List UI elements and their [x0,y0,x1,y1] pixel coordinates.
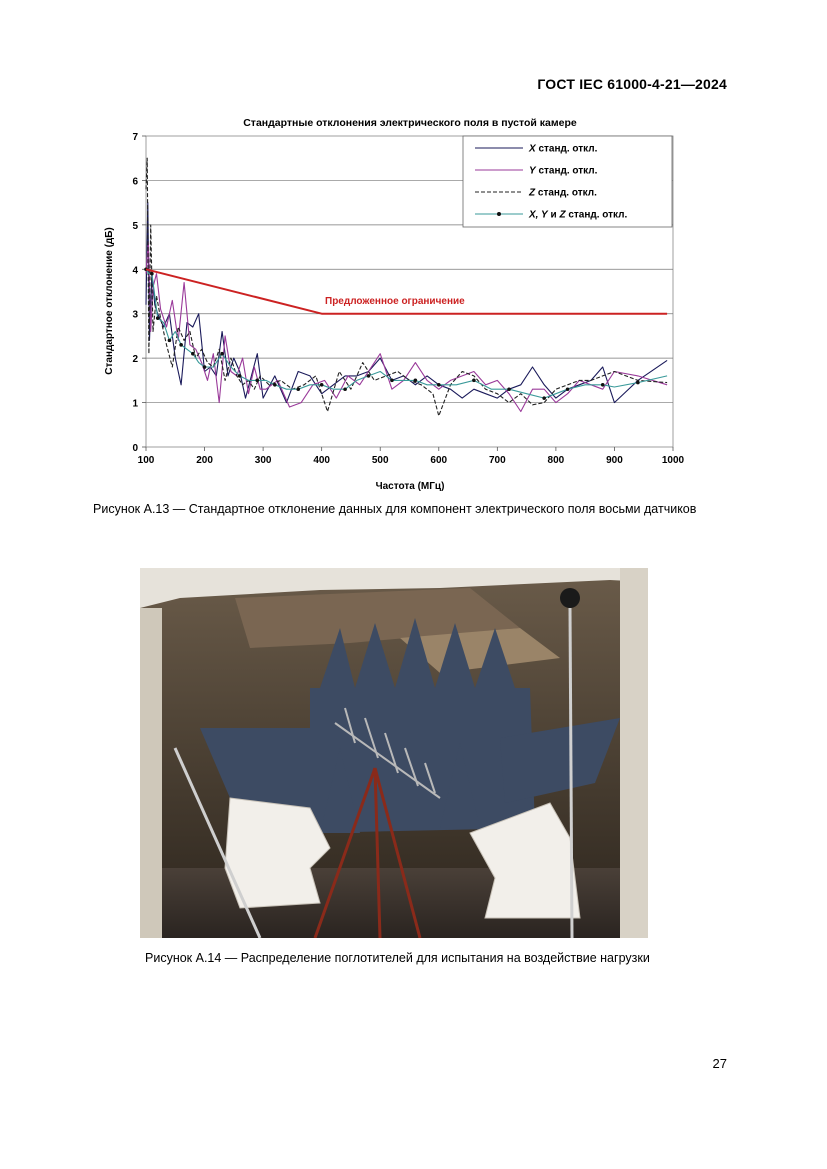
y-tick-label: 0 [132,443,138,454]
y-tick-label: 1 [132,398,138,410]
y-tick-label: 4 [132,265,138,277]
series-marker [320,383,324,387]
absorber-chamber-photo [140,568,648,938]
legend-label: Z станд. откл. [529,187,597,199]
chart-title: Стандартные отклонения электрического поля в пустой камере [243,117,577,129]
chart-figure-a13 [0,0,827,500]
y-tick-label: 6 [132,176,138,188]
series-marker [566,387,570,391]
series-marker [203,365,207,369]
series-marker [255,379,259,383]
series-marker [367,374,371,378]
series-marker [472,379,476,383]
series-marker [507,387,511,391]
probe-mast [570,608,572,938]
left-door-frame [140,608,162,938]
series-marker [238,374,242,378]
y-axis-label: Стандартное отклонение (дБ) [104,227,115,375]
series-marker [414,379,418,383]
y-tick-label: 7 [132,132,138,143]
x-tick-label: 900 [606,455,623,466]
y-tick-label: 5 [132,220,138,232]
legend-label: Y станд. откл. [529,165,598,177]
x-tick-label: 700 [488,455,506,466]
series-marker [390,379,394,383]
series-marker [437,383,441,387]
x-tick-label: 500 [371,455,389,466]
series-marker [150,272,154,276]
series-marker [601,383,605,387]
legend [463,136,672,227]
y-tick-label: 2 [132,354,138,366]
series-marker [168,339,172,343]
series-marker [273,383,277,387]
x-tick-label: 800 [547,455,565,466]
series-marker [343,387,347,391]
legend-label: X станд. откл. [529,143,598,155]
series-marker [636,381,640,385]
x-tick-labels [138,455,685,466]
chart-svg [0,0,827,500]
legend-label: X, Y и Z станд. откл. [529,209,628,221]
limit-annotation: Предложенное ограничение [325,296,465,307]
y-tick-label: 3 [132,309,138,321]
series-marker [220,352,224,356]
x-tick-label: 600 [430,455,448,466]
legend-marker [497,212,501,216]
page-number: 27 [712,1056,727,1071]
field-probe [560,588,580,608]
figure-a13-caption: Рисунок А.13 — Стандартное отклонение данных для компонент электрического поля восьми датчиков [93,502,697,516]
series-marker [191,352,195,356]
series-marker [156,316,160,320]
figure-a14-caption: Рисунок А.14 — Распределение поглотителей для испытания на воздействие нагрузки [145,951,650,965]
x-tick-label: 100 [137,455,155,466]
x-tick-label: 300 [254,455,272,466]
x-tick-label: 1000 [661,455,685,466]
x-tick-label: 400 [313,455,331,466]
x-tick-label: 200 [196,455,213,466]
right-door-frame [620,568,648,938]
doc-header: ГОСТ IEC 61000-4-21—2024 [537,76,727,92]
x-axis-label: Частота (МГц) [375,481,445,492]
y-tick-labels [132,132,138,454]
series-marker [542,396,546,400]
series-marker [296,387,300,391]
series-marker [179,343,183,347]
